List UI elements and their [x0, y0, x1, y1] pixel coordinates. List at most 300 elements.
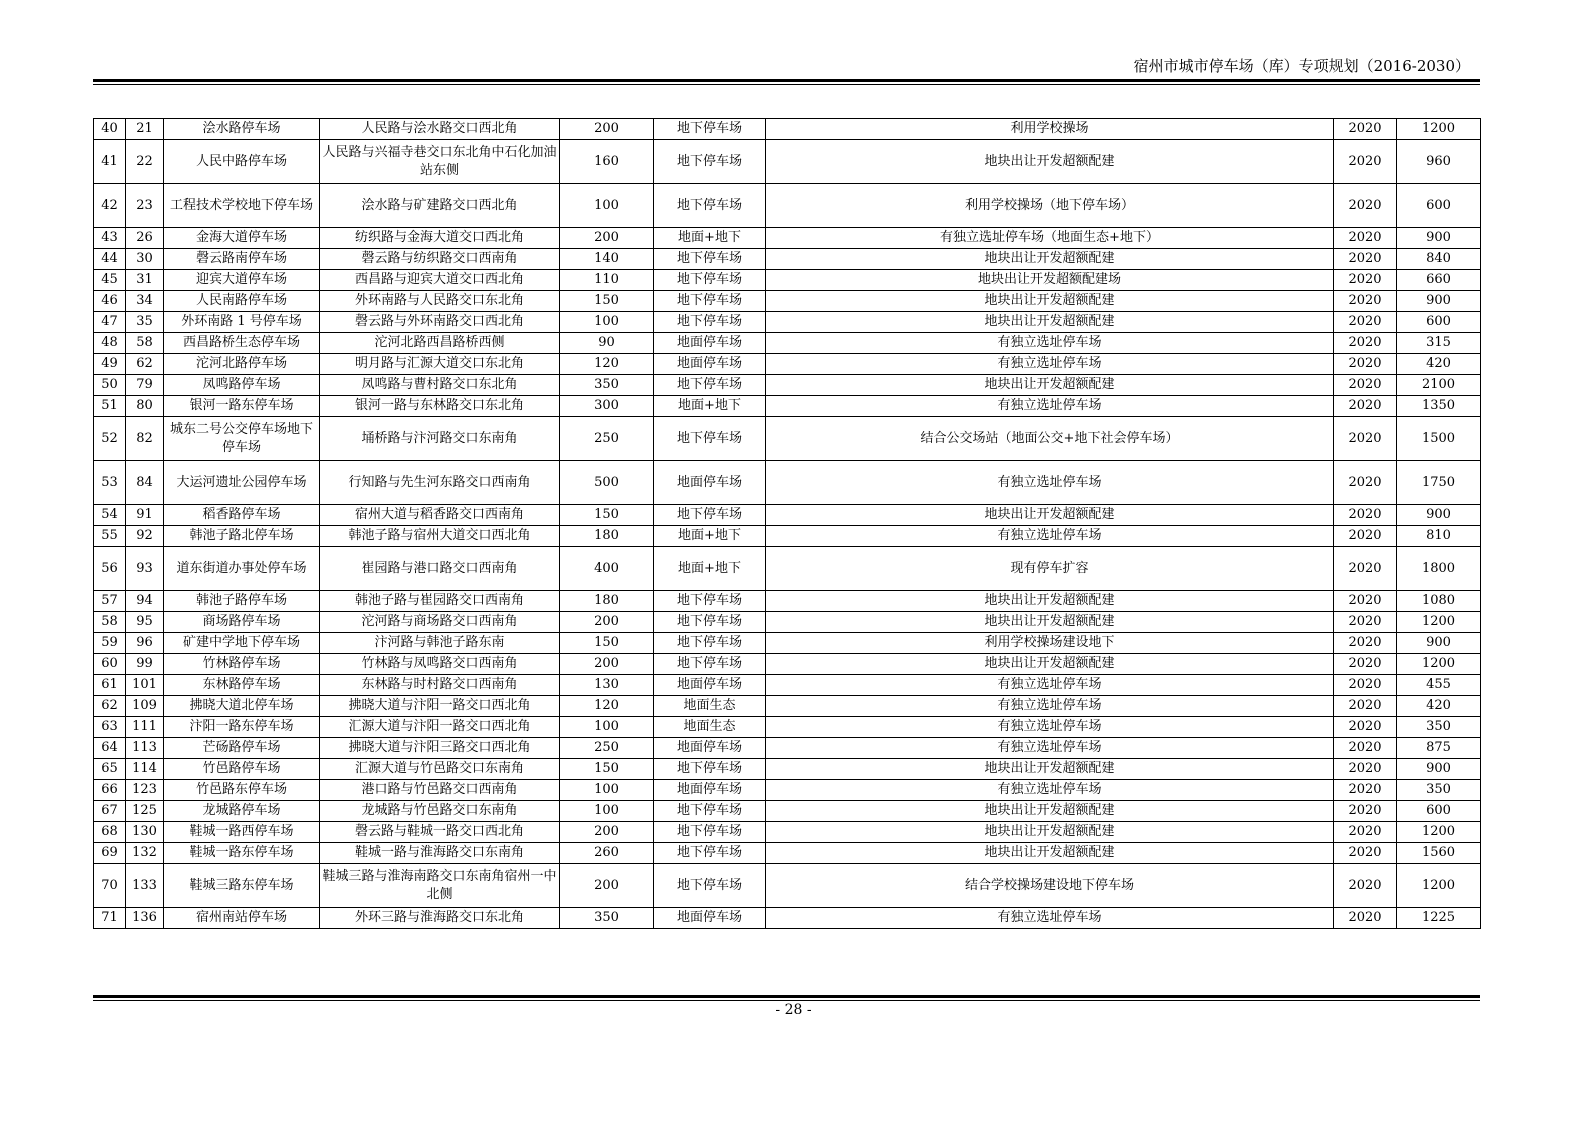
site-id-cell: 113: [126, 738, 164, 759]
row-index-cell: 47: [94, 312, 126, 333]
name-cell: 工程技术学校地下停车场: [164, 184, 320, 228]
mode-cell: 地块出让开发超额配建: [766, 843, 1334, 864]
location-cell: 东林路与时村路交口西南角: [320, 675, 560, 696]
mode-cell: 有独立选址停车场（地面生态+地下）: [766, 228, 1334, 249]
year-cell: 2020: [1334, 270, 1397, 291]
mode-cell: 地块出让开发超额配建: [766, 654, 1334, 675]
name-cell: 汴阳一路东停车场: [164, 717, 320, 738]
type-cell: 地面停车场: [654, 461, 766, 505]
location-cell: 鞋城一路与淮海路交口东南角: [320, 843, 560, 864]
row-index-cell: 53: [94, 461, 126, 505]
type-cell: 地面+地下: [654, 396, 766, 417]
mode-cell: 有独立选址停车场: [766, 738, 1334, 759]
capacity-cell: 900: [1397, 759, 1481, 780]
mode-cell: 有独立选址停车场: [766, 696, 1334, 717]
name-cell: 金海大道停车场: [164, 228, 320, 249]
type-cell: 地下停车场: [654, 654, 766, 675]
capacity-cell: 1200: [1397, 822, 1481, 843]
name-cell: 拂晓大道北停车场: [164, 696, 320, 717]
capacity-cell: 1200: [1397, 119, 1481, 140]
name-cell: 迎宾大道停车场: [164, 270, 320, 291]
table-row: [94, 119, 1481, 140]
capacity-cell: 1080: [1397, 591, 1481, 612]
area-cell: 180: [560, 591, 654, 612]
page-number: - 28 -: [775, 1002, 812, 1018]
row-index-cell: 45: [94, 270, 126, 291]
mode-cell: 有独立选址停车场: [766, 396, 1334, 417]
name-cell: 鞋城一路西停车场: [164, 822, 320, 843]
table-row: [94, 526, 1481, 547]
type-cell: 地面停车场: [654, 333, 766, 354]
table-row: [94, 696, 1481, 717]
mode-cell: 地块出让开发超额配建: [766, 291, 1334, 312]
type-cell: 地下停车场: [654, 312, 766, 333]
location-cell: 崔园路与港口路交口西南角: [320, 547, 560, 591]
table-row: [94, 547, 1481, 591]
capacity-cell: 900: [1397, 505, 1481, 526]
area-cell: 200: [560, 654, 654, 675]
row-index-cell: 59: [94, 633, 126, 654]
year-cell: 2020: [1334, 843, 1397, 864]
year-cell: 2020: [1334, 291, 1397, 312]
area-cell: 200: [560, 864, 654, 908]
name-cell: 磬云路南停车场: [164, 249, 320, 270]
area-cell: 500: [560, 461, 654, 505]
name-cell: 韩池子路停车场: [164, 591, 320, 612]
mode-cell: 有独立选址停车场: [766, 461, 1334, 505]
mode-cell: 有独立选址停车场: [766, 354, 1334, 375]
table-row: [94, 140, 1481, 184]
type-cell: 地下停车场: [654, 591, 766, 612]
area-cell: 350: [560, 908, 654, 929]
name-cell: 东林路停车场: [164, 675, 320, 696]
mode-cell: 地块出让开发超额配建: [766, 822, 1334, 843]
row-index-cell: 40: [94, 119, 126, 140]
name-cell: 浍水路停车场: [164, 119, 320, 140]
capacity-cell: 600: [1397, 801, 1481, 822]
mode-cell: 地块出让开发超额配建: [766, 612, 1334, 633]
name-cell: 韩池子路北停车场: [164, 526, 320, 547]
type-cell: 地面停车场: [654, 354, 766, 375]
location-cell: 汇源大道与竹邑路交口东南角: [320, 759, 560, 780]
capacity-cell: 900: [1397, 291, 1481, 312]
area-cell: 100: [560, 780, 654, 801]
table-row: [94, 717, 1481, 738]
row-index-cell: 51: [94, 396, 126, 417]
location-cell: 银河一路与东林路交口东北角: [320, 396, 560, 417]
location-cell: 韩池子路与崔园路交口西南角: [320, 591, 560, 612]
parking-plan-table: [93, 118, 1481, 929]
area-cell: 260: [560, 843, 654, 864]
row-index-cell: 44: [94, 249, 126, 270]
type-cell: 地下停车场: [654, 291, 766, 312]
site-id-cell: 132: [126, 843, 164, 864]
location-cell: 宿州大道与稻香路交口西南角: [320, 505, 560, 526]
year-cell: 2020: [1334, 780, 1397, 801]
name-cell: 银河一路东停车场: [164, 396, 320, 417]
capacity-cell: 1225: [1397, 908, 1481, 929]
capacity-cell: 2100: [1397, 375, 1481, 396]
table-row: [94, 801, 1481, 822]
year-cell: 2020: [1334, 717, 1397, 738]
row-index-cell: 71: [94, 908, 126, 929]
name-cell: 城东二号公交停车场地下停车场: [164, 417, 320, 461]
row-index-cell: 65: [94, 759, 126, 780]
mode-cell: 利用学校操场（地下停车场）: [766, 184, 1334, 228]
mode-cell: 地块出让开发超额配建场: [766, 270, 1334, 291]
name-cell: 竹林路停车场: [164, 654, 320, 675]
location-cell: 人民路与兴福寺巷交口东北角中石化加油站东侧: [320, 140, 560, 184]
table-row: [94, 333, 1481, 354]
location-cell: 明月路与汇源大道交口东北角: [320, 354, 560, 375]
capacity-cell: 900: [1397, 633, 1481, 654]
capacity-cell: 900: [1397, 228, 1481, 249]
location-cell: 磬云路与外环南路交口西北角: [320, 312, 560, 333]
table-row: [94, 908, 1481, 929]
site-id-cell: 62: [126, 354, 164, 375]
type-cell: 地下停车场: [654, 375, 766, 396]
area-cell: 120: [560, 354, 654, 375]
row-index-cell: 69: [94, 843, 126, 864]
mode-cell: 有独立选址停车场: [766, 717, 1334, 738]
year-cell: 2020: [1334, 354, 1397, 375]
capacity-cell: 315: [1397, 333, 1481, 354]
site-id-cell: 95: [126, 612, 164, 633]
location-cell: 沱河北路西昌路桥西侧: [320, 333, 560, 354]
mode-cell: 地块出让开发超额配建: [766, 505, 1334, 526]
table-row: [94, 354, 1481, 375]
mode-cell: 有独立选址停车场: [766, 526, 1334, 547]
capacity-cell: 840: [1397, 249, 1481, 270]
area-cell: 300: [560, 396, 654, 417]
table-row: [94, 843, 1481, 864]
site-id-cell: 123: [126, 780, 164, 801]
area-cell: 200: [560, 612, 654, 633]
name-cell: 矿建中学地下停车场: [164, 633, 320, 654]
site-id-cell: 26: [126, 228, 164, 249]
row-index-cell: 64: [94, 738, 126, 759]
year-cell: 2020: [1334, 312, 1397, 333]
location-cell: 凤鸣路与曹村路交口东北角: [320, 375, 560, 396]
capacity-cell: 810: [1397, 526, 1481, 547]
capacity-cell: 1750: [1397, 461, 1481, 505]
name-cell: 人民南路停车场: [164, 291, 320, 312]
location-cell: 竹林路与凤鸣路交口西南角: [320, 654, 560, 675]
table-row: [94, 228, 1481, 249]
year-cell: 2020: [1334, 654, 1397, 675]
header-rule-thin: [93, 84, 1480, 85]
capacity-cell: 1200: [1397, 864, 1481, 908]
location-cell: 人民路与浍水路交口西北角: [320, 119, 560, 140]
name-cell: 道东街道办事处停车场: [164, 547, 320, 591]
name-cell: 竹邑路东停车场: [164, 780, 320, 801]
year-cell: 2020: [1334, 908, 1397, 929]
mode-cell: 利用学校操场: [766, 119, 1334, 140]
location-cell: 外环南路与人民路交口东北角: [320, 291, 560, 312]
area-cell: 120: [560, 696, 654, 717]
mode-cell: 地块出让开发超额配建: [766, 312, 1334, 333]
type-cell: 地面停车场: [654, 675, 766, 696]
row-index-cell: 70: [94, 864, 126, 908]
site-id-cell: 84: [126, 461, 164, 505]
area-cell: 90: [560, 333, 654, 354]
row-index-cell: 55: [94, 526, 126, 547]
type-cell: 地下停车场: [654, 843, 766, 864]
site-id-cell: 21: [126, 119, 164, 140]
capacity-cell: 1800: [1397, 547, 1481, 591]
area-cell: 200: [560, 822, 654, 843]
name-cell: 大运河遗址公园停车场: [164, 461, 320, 505]
location-cell: 龙城路与竹邑路交口东南角: [320, 801, 560, 822]
type-cell: 地下停车场: [654, 249, 766, 270]
site-id-cell: 92: [126, 526, 164, 547]
year-cell: 2020: [1334, 375, 1397, 396]
site-id-cell: 31: [126, 270, 164, 291]
site-id-cell: 101: [126, 675, 164, 696]
area-cell: 100: [560, 801, 654, 822]
site-id-cell: 58: [126, 333, 164, 354]
location-cell: 韩池子路与宿州大道交口西北角: [320, 526, 560, 547]
mode-cell: 现有停车扩容: [766, 547, 1334, 591]
year-cell: 2020: [1334, 417, 1397, 461]
location-cell: 磬云路与纺织路交口西南角: [320, 249, 560, 270]
area-cell: 100: [560, 312, 654, 333]
type-cell: 地下停车场: [654, 505, 766, 526]
footer-rule-thin: [93, 1000, 1480, 1001]
area-cell: 140: [560, 249, 654, 270]
table-row: [94, 312, 1481, 333]
name-cell: 芒砀路停车场: [164, 738, 320, 759]
row-index-cell: 58: [94, 612, 126, 633]
site-id-cell: 35: [126, 312, 164, 333]
row-index-cell: 57: [94, 591, 126, 612]
name-cell: 宿州南站停车场: [164, 908, 320, 929]
area-cell: 250: [560, 738, 654, 759]
site-id-cell: 136: [126, 908, 164, 929]
location-cell: 磬云路与鞋城一路交口西北角: [320, 822, 560, 843]
type-cell: 地下停车场: [654, 822, 766, 843]
site-id-cell: 130: [126, 822, 164, 843]
year-cell: 2020: [1334, 633, 1397, 654]
name-cell: 稻香路停车场: [164, 505, 320, 526]
location-cell: 浍水路与矿建路交口西北角: [320, 184, 560, 228]
row-index-cell: 42: [94, 184, 126, 228]
table-row: [94, 633, 1481, 654]
capacity-cell: 420: [1397, 696, 1481, 717]
year-cell: 2020: [1334, 505, 1397, 526]
location-cell: 拂晓大道与汴阳一路交口西北角: [320, 696, 560, 717]
site-id-cell: 109: [126, 696, 164, 717]
year-cell: 2020: [1334, 696, 1397, 717]
name-cell: 商场路停车场: [164, 612, 320, 633]
table-row: [94, 461, 1481, 505]
row-index-cell: 67: [94, 801, 126, 822]
site-id-cell: 94: [126, 591, 164, 612]
table-row: [94, 654, 1481, 675]
year-cell: 2020: [1334, 822, 1397, 843]
capacity-cell: 600: [1397, 184, 1481, 228]
area-cell: 350: [560, 375, 654, 396]
capacity-cell: 660: [1397, 270, 1481, 291]
capacity-cell: 455: [1397, 675, 1481, 696]
site-id-cell: 114: [126, 759, 164, 780]
area-cell: 130: [560, 675, 654, 696]
site-id-cell: 111: [126, 717, 164, 738]
row-index-cell: 48: [94, 333, 126, 354]
type-cell: 地面停车场: [654, 738, 766, 759]
capacity-cell: 350: [1397, 780, 1481, 801]
table-row: [94, 612, 1481, 633]
year-cell: 2020: [1334, 591, 1397, 612]
table-row: [94, 417, 1481, 461]
site-id-cell: 34: [126, 291, 164, 312]
year-cell: 2020: [1334, 461, 1397, 505]
page-header-title: 宿州市城市停车场（库）专项规划（2016-2030）: [1133, 57, 1470, 75]
area-cell: 200: [560, 228, 654, 249]
year-cell: 2020: [1334, 140, 1397, 184]
year-cell: 2020: [1334, 184, 1397, 228]
row-index-cell: 46: [94, 291, 126, 312]
area-cell: 150: [560, 759, 654, 780]
area-cell: 180: [560, 526, 654, 547]
year-cell: 2020: [1334, 612, 1397, 633]
site-id-cell: 133: [126, 864, 164, 908]
mode-cell: 地块出让开发超额配建: [766, 591, 1334, 612]
location-cell: 行知路与先生河东路交口西南角: [320, 461, 560, 505]
row-index-cell: 61: [94, 675, 126, 696]
mode-cell: 地块出让开发超额配建: [766, 759, 1334, 780]
area-cell: 150: [560, 291, 654, 312]
type-cell: 地面生态: [654, 696, 766, 717]
year-cell: 2020: [1334, 675, 1397, 696]
type-cell: 地下停车场: [654, 801, 766, 822]
row-index-cell: 50: [94, 375, 126, 396]
type-cell: 地下停车场: [654, 140, 766, 184]
table-row: [94, 780, 1481, 801]
row-index-cell: 63: [94, 717, 126, 738]
year-cell: 2020: [1334, 759, 1397, 780]
year-cell: 2020: [1334, 249, 1397, 270]
year-cell: 2020: [1334, 864, 1397, 908]
location-cell: 汇源大道与汴阳一路交口西北角: [320, 717, 560, 738]
type-cell: 地下停车场: [654, 184, 766, 228]
area-cell: 400: [560, 547, 654, 591]
name-cell: 人民中路停车场: [164, 140, 320, 184]
mode-cell: 地块出让开发超额配建: [766, 801, 1334, 822]
capacity-cell: 1350: [1397, 396, 1481, 417]
area-cell: 150: [560, 633, 654, 654]
site-id-cell: 93: [126, 547, 164, 591]
area-cell: 100: [560, 184, 654, 228]
type-cell: 地面停车场: [654, 908, 766, 929]
name-cell: 外环南路 1 号停车场: [164, 312, 320, 333]
table-row: [94, 249, 1481, 270]
capacity-cell: 1560: [1397, 843, 1481, 864]
mode-cell: 有独立选址停车场: [766, 908, 1334, 929]
name-cell: 鞋城三路东停车场: [164, 864, 320, 908]
table-row: [94, 675, 1481, 696]
year-cell: 2020: [1334, 547, 1397, 591]
site-id-cell: 96: [126, 633, 164, 654]
type-cell: 地面生态: [654, 717, 766, 738]
year-cell: 2020: [1334, 801, 1397, 822]
area-cell: 250: [560, 417, 654, 461]
capacity-cell: 350: [1397, 717, 1481, 738]
footer-rule-thick: [93, 995, 1480, 998]
table-row: [94, 738, 1481, 759]
row-index-cell: 41: [94, 140, 126, 184]
location-cell: 拂晓大道与汴阳三路交口西北角: [320, 738, 560, 759]
type-cell: 地下停车场: [654, 119, 766, 140]
site-id-cell: 79: [126, 375, 164, 396]
area-cell: 110: [560, 270, 654, 291]
capacity-cell: 420: [1397, 354, 1481, 375]
table-row: [94, 822, 1481, 843]
site-id-cell: 91: [126, 505, 164, 526]
type-cell: 地面+地下: [654, 526, 766, 547]
location-cell: 沱河路与商场路交口西南角: [320, 612, 560, 633]
year-cell: 2020: [1334, 333, 1397, 354]
table-row: [94, 864, 1481, 908]
type-cell: 地下停车场: [654, 270, 766, 291]
location-cell: 汴河路与韩池子路东南: [320, 633, 560, 654]
table-row: [94, 184, 1481, 228]
table-row: [94, 375, 1481, 396]
year-cell: 2020: [1334, 396, 1397, 417]
year-cell: 2020: [1334, 738, 1397, 759]
type-cell: 地面停车场: [654, 780, 766, 801]
row-index-cell: 56: [94, 547, 126, 591]
mode-cell: 地块出让开发超额配建: [766, 140, 1334, 184]
location-cell: 纺织路与金海大道交口西北角: [320, 228, 560, 249]
location-cell: 埇桥路与汴河路交口东南角: [320, 417, 560, 461]
site-id-cell: 125: [126, 801, 164, 822]
mode-cell: 有独立选址停车场: [766, 780, 1334, 801]
mode-cell: 有独立选址停车场: [766, 333, 1334, 354]
year-cell: 2020: [1334, 119, 1397, 140]
mode-cell: 结合学校操场建设地下停车场: [766, 864, 1334, 908]
table-row: [94, 270, 1481, 291]
capacity-cell: 1200: [1397, 612, 1481, 633]
row-index-cell: 52: [94, 417, 126, 461]
type-cell: 地下停车场: [654, 633, 766, 654]
row-index-cell: 62: [94, 696, 126, 717]
name-cell: 龙城路停车场: [164, 801, 320, 822]
name-cell: 沱河北路停车场: [164, 354, 320, 375]
capacity-cell: 1200: [1397, 654, 1481, 675]
name-cell: 西昌路桥生态停车场: [164, 333, 320, 354]
site-id-cell: 82: [126, 417, 164, 461]
row-index-cell: 43: [94, 228, 126, 249]
year-cell: 2020: [1334, 228, 1397, 249]
table-row: [94, 591, 1481, 612]
table-row: [94, 396, 1481, 417]
name-cell: 鞋城一路东停车场: [164, 843, 320, 864]
type-cell: 地下停车场: [654, 612, 766, 633]
table-body: [94, 119, 1481, 929]
mode-cell: 地块出让开发超额配建: [766, 249, 1334, 270]
row-index-cell: 49: [94, 354, 126, 375]
type-cell: 地下停车场: [654, 417, 766, 461]
area-cell: 200: [560, 119, 654, 140]
year-cell: 2020: [1334, 526, 1397, 547]
site-id-cell: 80: [126, 396, 164, 417]
site-id-cell: 22: [126, 140, 164, 184]
table-row: [94, 505, 1481, 526]
capacity-cell: 600: [1397, 312, 1481, 333]
site-id-cell: 30: [126, 249, 164, 270]
type-cell: 地下停车场: [654, 864, 766, 908]
